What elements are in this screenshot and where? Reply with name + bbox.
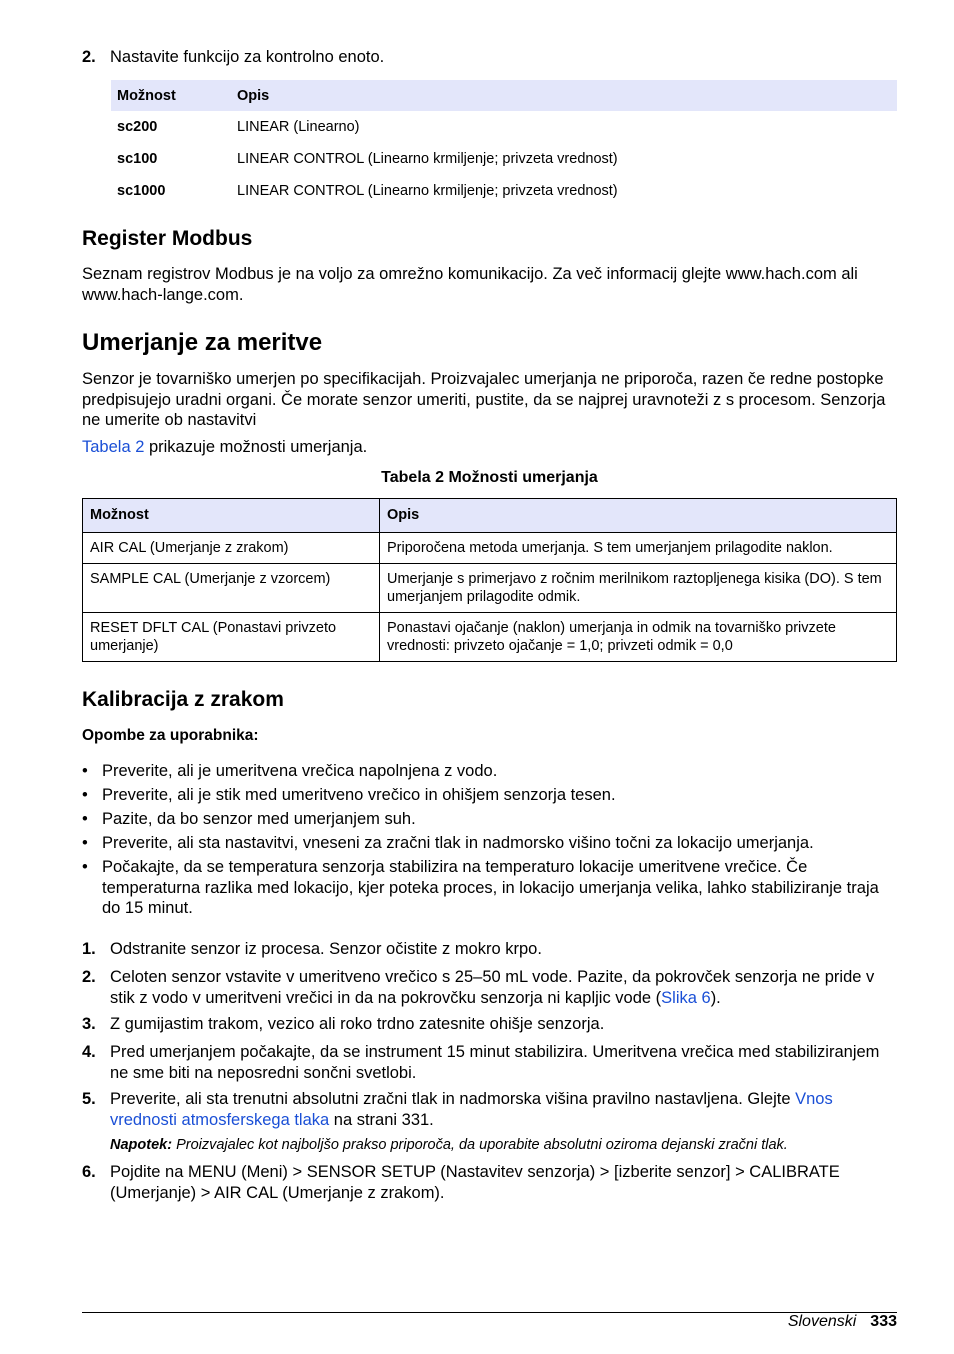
table-reference xyxy=(82,437,897,458)
table-row xyxy=(111,175,897,207)
step-number: 1. xyxy=(82,940,96,958)
option-cell: RESET DFLT CAL (Ponastavi privzeto umerjanje) xyxy=(83,613,380,662)
step-item xyxy=(82,1089,897,1130)
step-number: 3. xyxy=(82,1015,96,1033)
table-row xyxy=(83,533,897,564)
list-item: • Preverite, ali je stik med umeritveno vrečico in ohišjem senzorja tesen. xyxy=(82,785,897,806)
calibration-options-table xyxy=(82,498,897,662)
step-text xyxy=(110,967,897,1008)
table-row xyxy=(111,111,897,143)
option-value: LINEAR CONTROL (Linearno krmiljenje; privzeta vrednost) xyxy=(237,151,618,167)
description-cell: Umerjanje s primerjavo z ročnim merilnikom raztopljenega kisika (DO). S tem umerjanjem prilagodite odmik. xyxy=(380,564,897,613)
list-item: • Pazite, da bo senzor med umerjanjem suh. xyxy=(82,809,897,830)
table-reference-text: prikazuje možnosti umerjanja. xyxy=(144,438,368,456)
table-header-row xyxy=(83,499,897,533)
step-item xyxy=(82,967,897,1008)
modbus-text: Seznam registrov Modbus je na voljo za omrežno komunikacijo. Za več informacij glejte www.hach.com ali www.hach-lange.com. xyxy=(82,265,858,304)
step-number: 5. xyxy=(82,1090,96,1108)
step-item xyxy=(82,939,897,960)
notes-list xyxy=(82,761,897,922)
notes-title: Opombe za uporabnika: xyxy=(82,727,259,744)
page-footer xyxy=(788,1313,897,1331)
step-text-part: Celoten senzor vstavite v umeritveno vrečico s 25–50 mL vode. Pazite, da pokrovček senzorja ne pride v stik z vodo v umeritveni vrečici in da na pokrovčku senzorja ni kapljic vode ( xyxy=(110,968,875,1007)
footer-divider xyxy=(82,1312,897,1313)
step-text: Z gumijastim trakom, vezico ali roko trdno zatesnite ohišje senzorja. xyxy=(110,1015,605,1033)
calibration-text: Senzor je tovarniško umerjen po specifikacijah. Proizvajalec umerjanja ne priporoča, razen če redne postopke predpisujejo uradni organi. Če morate senzor umeriti, pustite, da se najprej uravnoteži z s procesom. Senzorja ne umerite ob nastavitvi xyxy=(82,370,886,429)
list-item: • Počakajte, da se temperatura senzorja stabilizira na temperaturo lokacije umeritvene vrečice. Če temperaturna razlika med lokacijo, kjer poteka proces, in lokacijo umerjanja velika, lahko stabiliziranje traja do 15 minut. xyxy=(82,857,897,919)
step-text: Pojdite na MENU (Meni) > SENSOR SETUP (Nastavitev senzorja) > [izberite senzor] > CALIBRATE (Umerjanje) > AIR CAL (Umerjanje z zrakom). xyxy=(110,1163,840,1202)
step-item xyxy=(82,47,897,68)
step-text: Odstranite senzor iz procesa. Senzor očistite z mokro krpo. xyxy=(110,940,542,958)
list-item: • Preverite, ali je umeritvena vrečica napolnjena z vodo. xyxy=(82,761,897,782)
step-number: 2. xyxy=(82,968,96,986)
figure6-link[interactable]: Slika 6 xyxy=(661,988,711,1007)
table-row xyxy=(83,564,897,613)
table2-caption: Tabela 2 Možnosti umerjanja xyxy=(381,469,598,486)
description-cell: Ponastavi ojačanje (naklon) umerjanja in odmik na tovarniško privzete vrednosti: privzeto ojačanje = 1,0; privzeti odmik = 0,0 xyxy=(380,613,897,662)
step-item xyxy=(82,1014,897,1035)
options-table xyxy=(111,80,897,207)
table2-link[interactable]: Tabela 2 xyxy=(82,438,145,456)
option-key: sc100 xyxy=(117,151,158,167)
table-header-row xyxy=(111,80,897,111)
tip-label: Napotek: xyxy=(110,1137,173,1153)
step-number: 4. xyxy=(82,1043,96,1061)
modbus-heading: Register Modbus xyxy=(82,227,253,250)
column-header: Možnost xyxy=(111,80,231,111)
page-number: 333 xyxy=(870,1313,897,1330)
step-item xyxy=(82,1162,897,1203)
list-item: • Preverite, ali sta nastavitvi, vneseni za zračni tlak in nadmorsko višino točni za lokacijo umerjanja. xyxy=(82,833,897,854)
step-number: 2. xyxy=(82,48,96,66)
column-header: Opis xyxy=(231,80,897,111)
option-value: LINEAR (Linearno) xyxy=(237,119,360,135)
pressure-section-link[interactable]: Vnos vrednosti atmosferskega tlaka xyxy=(110,1090,833,1129)
step-number: 6. xyxy=(82,1163,96,1181)
step-text: Nastavite funkcijo za kontrolno enoto. xyxy=(110,48,385,66)
footer-language: Slovenski xyxy=(787,1313,857,1330)
step-text-part: Preverite, ali sta trenutni absolutni zračni tlak in nadmorska višina pravilno nastavljena. Glejte xyxy=(110,1090,796,1108)
option-cell: SAMPLE CAL (Umerjanje z vzorcem) xyxy=(83,564,380,613)
step-text-part: na strani 331. xyxy=(329,1110,434,1129)
table-row xyxy=(111,143,897,175)
calibration-heading: Umerjanje za meritve xyxy=(82,329,323,356)
column-header: Opis xyxy=(380,499,897,533)
option-key: sc200 xyxy=(117,119,158,135)
column-header: Možnost xyxy=(83,499,380,533)
option-cell: AIR CAL (Umerjanje z zrakom) xyxy=(83,533,380,564)
tip-text: Proizvajalec kot najboljšo prakso priporoča, da uporabite absolutni oziroma dejanski zračni tlak. xyxy=(172,1137,788,1153)
tip-note xyxy=(110,1137,788,1153)
step-text-part: ). xyxy=(710,988,721,1007)
option-key: sc1000 xyxy=(117,183,166,199)
table-row xyxy=(83,613,897,662)
step-text: Pred umerjanjem počakajte, da se instrument 15 minut stabilizira. Umeritvena vrečica med stabiliziranjem ne sme biti na neposredni sončni svetlobi. xyxy=(110,1043,880,1082)
step-item xyxy=(82,1042,897,1083)
description-cell: Priporočena metoda umerjanja. S tem umerjanjem prilagodite naklon. xyxy=(380,533,897,564)
air-cal-heading: Kalibracija z zrakom xyxy=(82,688,284,711)
step-text xyxy=(110,1089,897,1130)
option-value: LINEAR CONTROL (Linearno krmiljenje; privzeta vrednost) xyxy=(237,183,618,199)
